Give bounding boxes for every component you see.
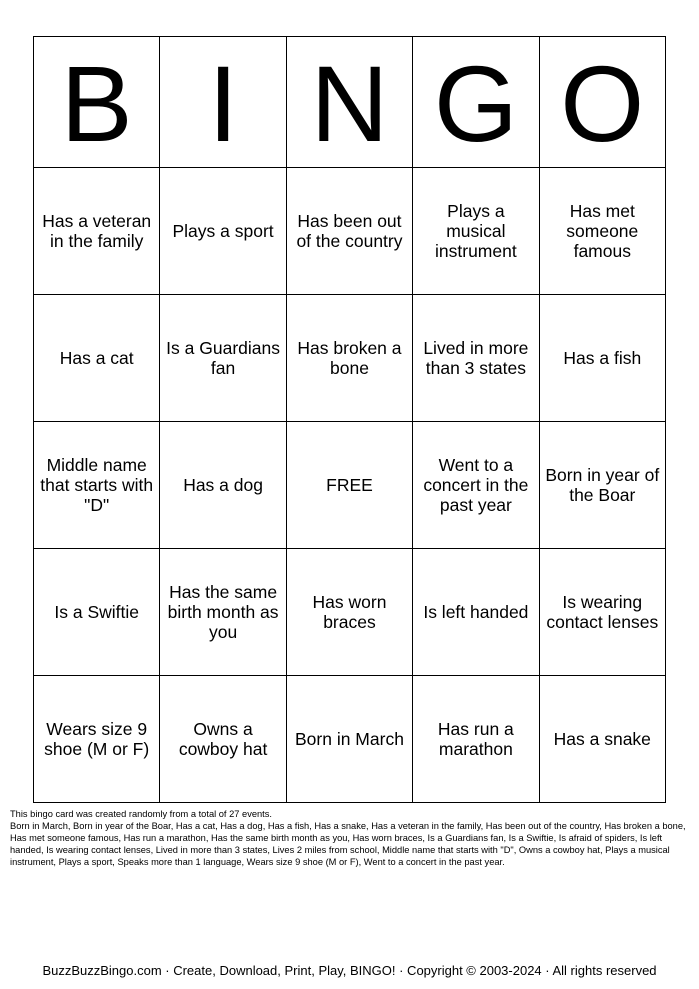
bingo-header-letter: N — [286, 37, 412, 168]
bingo-row — [34, 168, 666, 295]
bingo-row — [34, 676, 666, 803]
bingo-cell: Has a dog — [160, 422, 286, 549]
footnote-intro: This bingo card was created randomly from a total of 27 events. — [10, 809, 272, 819]
bingo-cell: Has a cat — [34, 295, 160, 422]
bingo-cell: Has been out of the country — [286, 168, 412, 295]
bingo-cell: Wears size 9 shoe (M or F) — [34, 676, 160, 803]
bingo-row — [34, 295, 666, 422]
bingo-header-letter: G — [413, 37, 539, 168]
bingo-cell: Born in year of the Boar — [539, 422, 665, 549]
bingo-cell: Is a Swiftie — [34, 549, 160, 676]
bingo-cell: Is left handed — [413, 549, 539, 676]
bingo-row — [34, 422, 666, 549]
bingo-free-cell: FREE — [286, 422, 412, 549]
bingo-cell: Has the same birth month as you — [160, 549, 286, 676]
bingo-cell: Owns a cowboy hat — [160, 676, 286, 803]
bingo-row — [34, 549, 666, 676]
bingo-cell: Middle name that starts with "D" — [34, 422, 160, 549]
bingo-cell: Has a snake — [539, 676, 665, 803]
bingo-cell: Has a fish — [539, 295, 665, 422]
bingo-cell: Born in March — [286, 676, 412, 803]
bingo-cell: Is a Guardians fan — [160, 295, 286, 422]
bingo-cell: Went to a concert in the past year — [413, 422, 539, 549]
bingo-header-row — [34, 37, 666, 168]
bingo-cell: Has met someone famous — [539, 168, 665, 295]
bingo-cell: Is wearing contact lenses — [539, 549, 665, 676]
bingo-cell: Has a veteran in the family — [34, 168, 160, 295]
bingo-cell: Has run a marathon — [413, 676, 539, 803]
bingo-cell: Has worn braces — [286, 549, 412, 676]
bingo-header-letter: B — [34, 37, 160, 168]
copyright-footer: BuzzBuzzBingo.com · Create, Download, Print, Play, BINGO! · Copyright © 2003-2024 · All rights reserved — [42, 963, 657, 978]
bingo-cell: Lived in more than 3 states — [413, 295, 539, 422]
bingo-cell: Plays a sport — [160, 168, 286, 295]
bingo-header-letter: O — [539, 37, 665, 168]
bingo-header-letter: I — [160, 37, 286, 168]
footnote-event-list: Born in March, Born in year of the Boar, Has a cat, Has a dog, Has a fish, Has a snake, Has a veteran in the family, Has been out of the country, Has broken a bone, Has met someone famous, Has run a marathon, Has the same birth month as you, Has worn braces, Is a Guardians fan, Is a Swiftie, Is afraid of spiders, Is left handed, Is wearing contact lenses, Lived in more than 3 states, Lives 2 miles from school, Middle name that starts with "D", Owns a cowboy hat, Plays a musical instrument, Plays a sport, Speaks more than 1 language, Wears size 9 shoe (M or F), Went to a concert in the past year. — [10, 821, 686, 868]
bingo-card — [33, 36, 666, 803]
bingo-cell: Plays a musical instrument — [413, 168, 539, 295]
event-footnote — [10, 808, 690, 868]
bingo-cell: Has broken a bone — [286, 295, 412, 422]
